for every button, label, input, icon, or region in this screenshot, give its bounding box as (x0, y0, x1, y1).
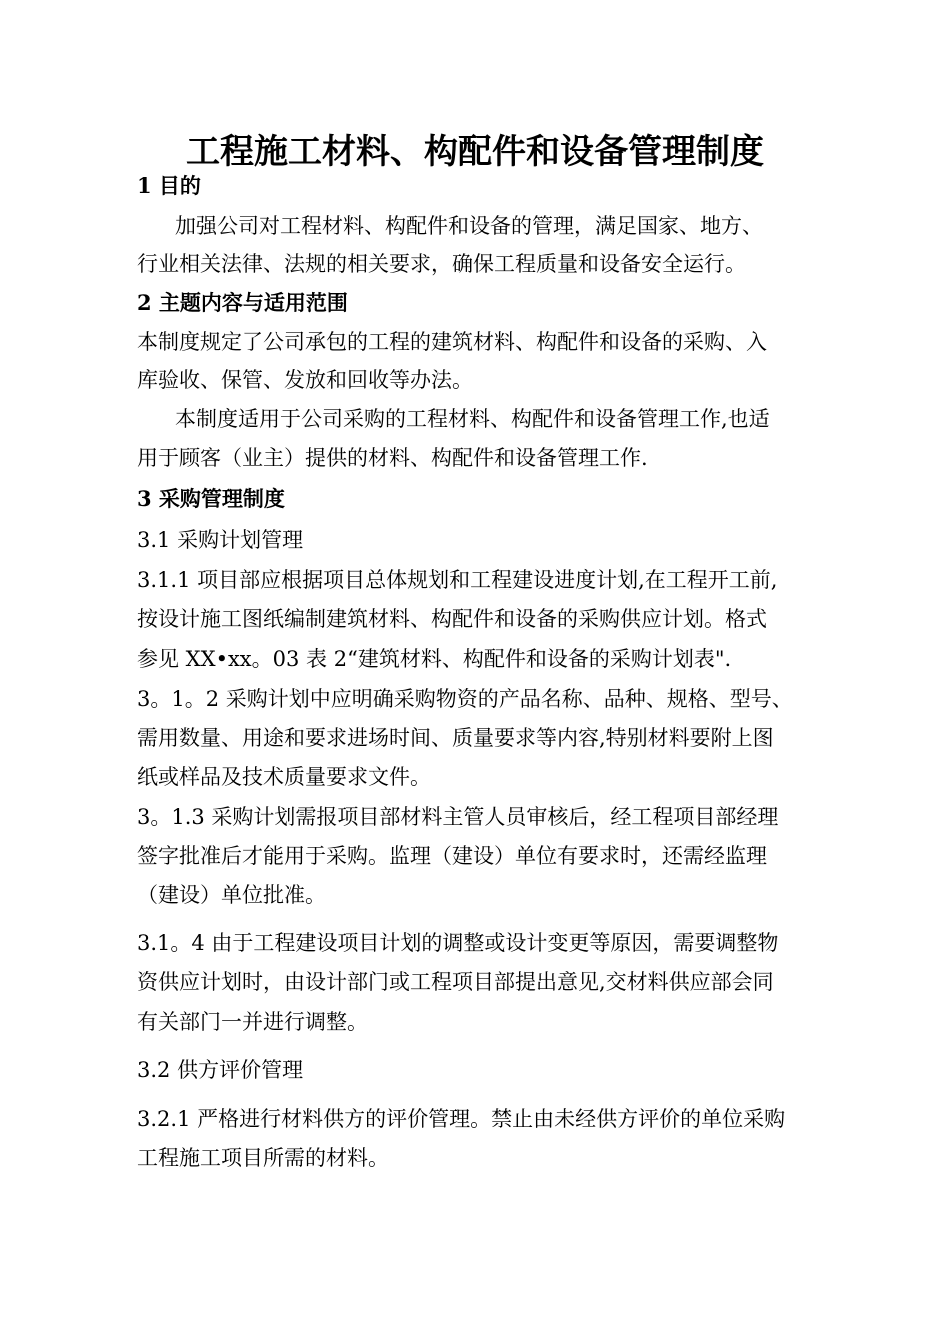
paragraph-line: 签字批准后才能用于采购。监理（建设）单位有要求时，还需经监理 (137, 844, 767, 868)
section-heading: 1 目的 (137, 173, 201, 198)
paragraph-line: 3.1。4 由于工程建设项目计划的调整或设计变更等原因，需要调整物 (137, 931, 779, 955)
paragraph-line: 本制度规定了公司承包的工程的建筑材料、构配件和设备的采购、入 (137, 330, 767, 354)
section-heading: 2 主题内容与适用范围 (137, 290, 348, 315)
document-title: 工程施工材料、构配件和设备管理制度 (186, 132, 764, 172)
paragraph-line: 3.2.1 严格进行材料供方的评价管理。禁止由未经供方评价的单位采购 (137, 1107, 786, 1131)
paragraph-line: 纸或样品及技术质量要求文件。 (137, 765, 431, 789)
paragraph-line: 加强公司对工程材料、构配件和设备的管理，满足国家、地方、 (175, 214, 763, 238)
paragraph-line: 参见 XX•xx。03 表 2“建筑材料、构配件和设备的采购计划表". (137, 647, 732, 671)
paragraph-line: 3。1.3 采购计划需报项目部材料主管人员审核后，经工程项目部经理 (137, 805, 779, 829)
paragraph-line: 本制度适用于公司采购的工程材料、构配件和设备管理工作,也适 (175, 407, 770, 431)
subsection-heading: 3.2 供方评价管理 (137, 1058, 304, 1082)
subsection-heading: 3.1 采购计划管理 (137, 528, 304, 552)
paragraph-line: 资供应计划时，由设计部门或工程项目部提出意见,交材料供应部会同 (137, 970, 774, 994)
section-heading: 3 采购管理制度 (137, 486, 285, 511)
paragraph-line: 3。1。2 采购计划中应明确采购物资的产品名称、品种、规格、型号、 (137, 687, 793, 711)
paragraph-line: （建设）单位批准。 (137, 883, 326, 907)
paragraph-line: 库验收、保管、发放和回收等办法。 (137, 368, 473, 392)
paragraph-line: 行业相关法律、法规的相关要求，确保工程质量和设备安全运行。 (137, 252, 746, 276)
paragraph-line: 3.1.1 项目部应根据项目总体规划和工程建设进度计划,在工程开工前, (137, 568, 778, 592)
paragraph-line: 有关部门一并进行调整。 (137, 1010, 368, 1034)
paragraph-line: 工程施工项目所需的材料。 (137, 1146, 389, 1170)
paragraph-line: 需用数量、用途和要求进场时间、质量要求等内容,特别材料要附上图 (137, 726, 774, 750)
paragraph-line: 按设计施工图纸编制建筑材料、构配件和设备的采购供应计划。格式 (137, 607, 767, 631)
paragraph-line: 用于顾客（业主）提供的材料、构配件和设备管理工作. (137, 446, 648, 470)
